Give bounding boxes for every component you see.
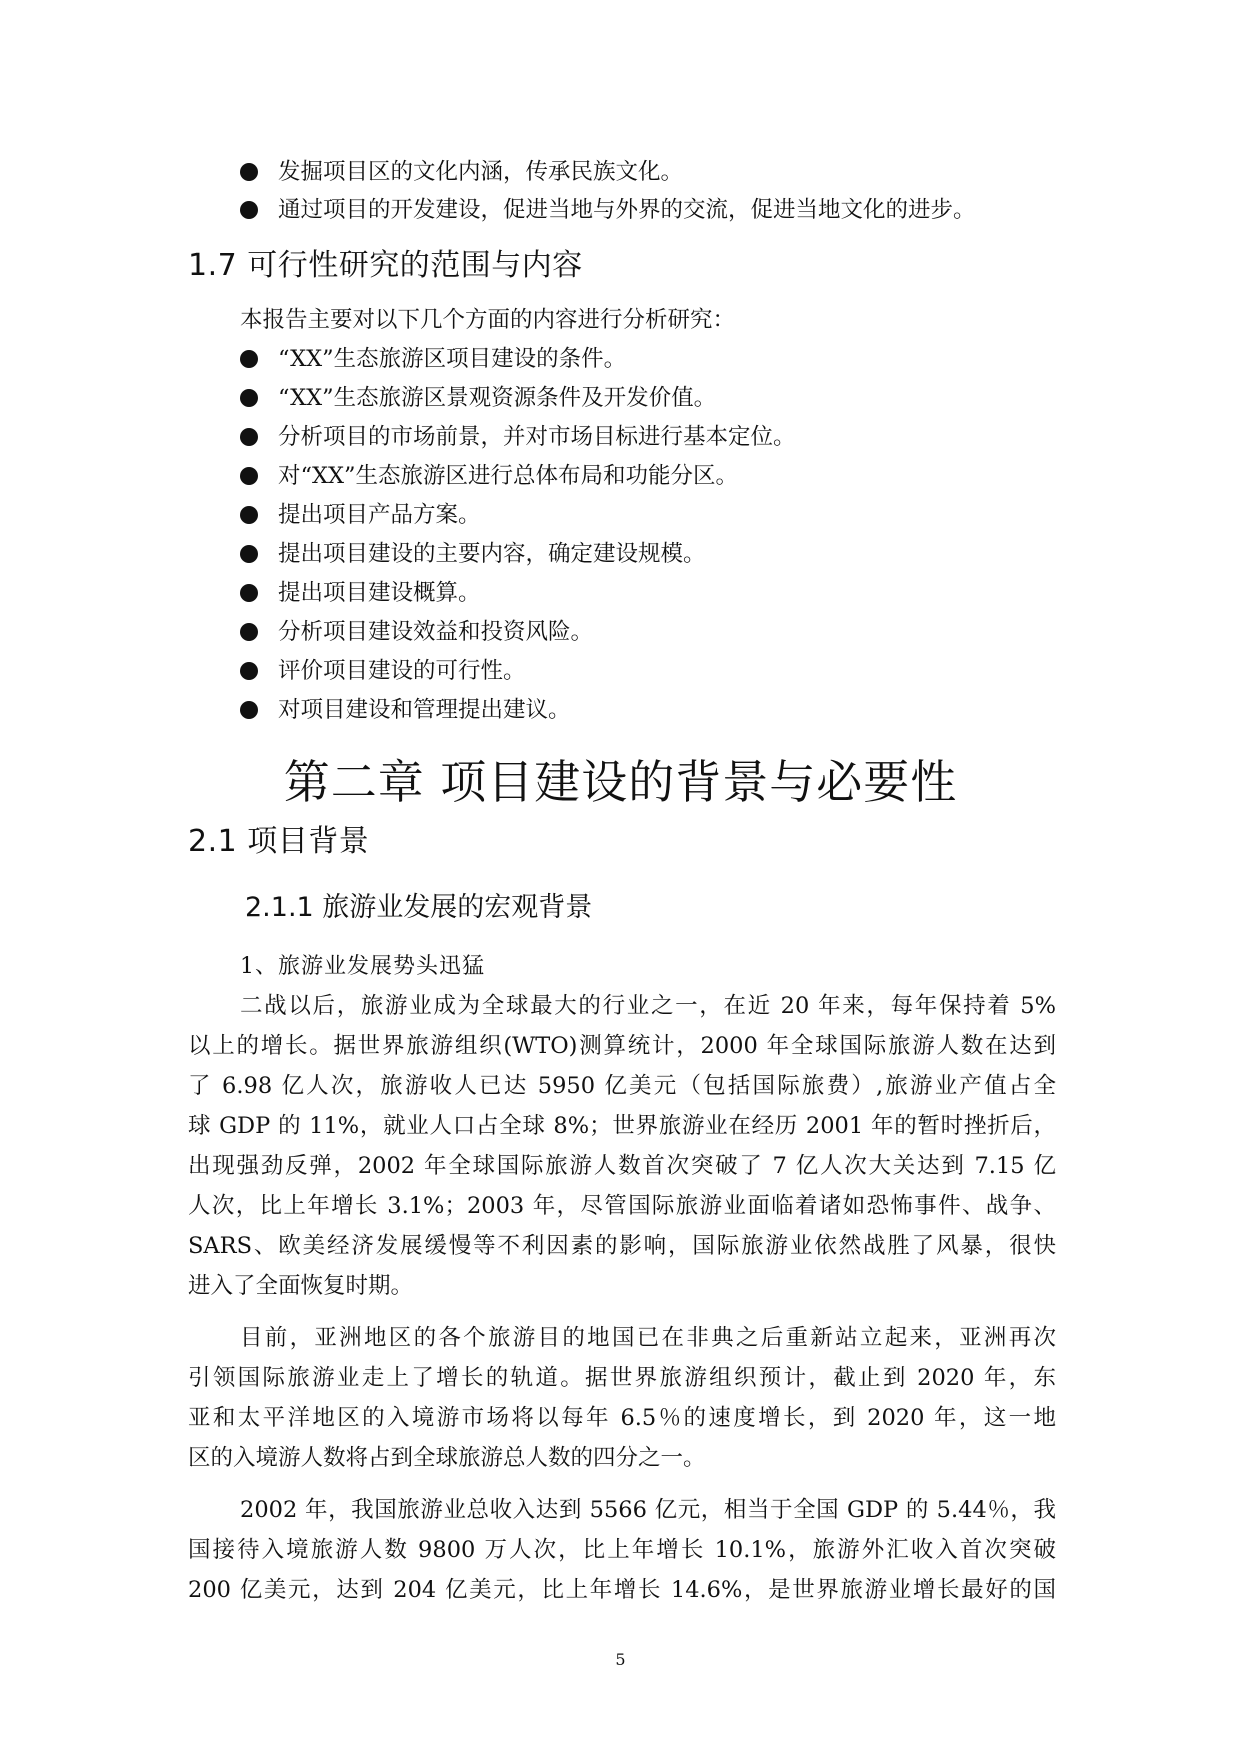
paragraph-line: 引领国际旅游业走上了增长的轨道。据世界旅游组织预计，截止到 2020 年，东 — [188, 1365, 1056, 1391]
bullet-icon — [240, 545, 258, 563]
list-item-text: 提出项目建设的主要内容，确定建设规模。 — [278, 541, 706, 567]
bullet-icon — [240, 163, 258, 181]
list-item-text: 通过项目的开发建设，促进当地与外界的交流，促进当地文化的进步。 — [278, 197, 976, 223]
page-number: 5 — [615, 1650, 626, 1669]
list-item — [240, 456, 1090, 496]
paragraph-line: 区的入境游人数将占到全球旅游总人数的四分之一。 — [188, 1445, 706, 1471]
paragraph-line: 进入了全面恢复时期。 — [188, 1273, 414, 1299]
list-item — [240, 690, 1090, 730]
paragraph-line: 目前，亚洲地区的各个旅游目的地国已在非典之后重新站立起来，亚洲再次 — [240, 1325, 1056, 1351]
bullet-icon — [240, 662, 258, 680]
list-item — [240, 339, 1090, 379]
bullet-icon — [240, 467, 258, 485]
list-item — [240, 378, 1090, 418]
bullet-icon — [240, 201, 258, 219]
list-item — [240, 573, 1090, 613]
section-intro: 本报告主要对以下几个方面的内容进行分析研究： — [240, 307, 736, 333]
list-item — [240, 495, 1090, 535]
list-item-text: 提出项目产品方案。 — [278, 502, 481, 528]
list-item-text: 对项目建设和管理提出建议。 — [278, 697, 571, 723]
list-item-text: 发掘项目区的文化内涵，传承民族文化。 — [278, 159, 684, 185]
list-item-text: 分析项目的市场前景，并对市场目标进行基本定位。 — [278, 424, 796, 450]
paragraph-line: 2002 年，我国旅游业总收入达到 5566 亿元，相当于全国 GDP 的 5.44％，我 — [240, 1497, 1056, 1523]
paragraph-line: 球 GDP 的 11%，就业人口占全球 8%；世界旅游业在经历 2001 年的暂时挫折后， — [188, 1113, 1056, 1139]
paragraph-line: 了 6.98 亿人次，旅游收人已达 5950 亿美元（包括国际旅费）,旅游业产值占全 — [188, 1073, 1056, 1099]
list-item — [240, 152, 1090, 192]
bullet-icon — [240, 701, 258, 719]
list-item-text: 对“XX”生态旅游区进行总体布局和功能分区。 — [278, 463, 739, 489]
paragraph-line: SARS、欧美经济发展缓慢等不利因素的影响，国际旅游业依然战胜了风暴，很快 — [188, 1233, 1056, 1259]
numbered-item: 1、旅游业发展势头迅猛 — [240, 954, 485, 979]
list-item-text: “XX”生态旅游区景观资源条件及开发价值。 — [278, 385, 717, 411]
bullet-icon — [240, 506, 258, 524]
bullet-icon — [240, 350, 258, 368]
list-item-text: 分析项目建设效益和投资风险。 — [278, 619, 594, 645]
bullet-icon — [240, 623, 258, 641]
list-item — [240, 651, 1090, 691]
section-heading: 2.1 项目背景 — [188, 824, 370, 859]
list-item — [240, 534, 1090, 574]
bullet-icon — [240, 428, 258, 446]
section-heading: 1.7 可行性研究的范围与内容 — [188, 248, 583, 283]
list-item — [240, 417, 1090, 457]
list-item — [240, 190, 1090, 230]
paragraph-line: 国接待入境旅游人数 9800 万人次，比上年增长 10.1%，旅游外汇收入首次突破 — [188, 1537, 1056, 1563]
paragraph-line: 200 亿美元，达到 204 亿美元，比上年增长 14.6%，是世界旅游业增长最好的国 — [188, 1577, 1056, 1603]
list-item — [240, 612, 1090, 652]
paragraph-line: 人次，比上年增长 3.1%；2003 年，尽管国际旅游业面临着诸如恐怖事件、战争、 — [188, 1193, 1056, 1219]
chapter-title: 第二章 项目建设的背景与必要性 — [283, 755, 958, 809]
paragraph-line: 以上的增长。据世界旅游组织(WTO)测算统计，2000 年全球国际旅游人数在达到 — [188, 1033, 1056, 1059]
paragraph-line: 出现强劲反弹，2002 年全球国际旅游人数首次突破了 7 亿人次大关达到 7.15 亿 — [188, 1153, 1056, 1179]
paragraph-line: 二战以后，旅游业成为全球最大的行业之一，在近 20 年来，每年保持着 5% — [240, 993, 1056, 1019]
list-item-text: 评价项目建设的可行性。 — [278, 658, 526, 684]
list-item-text: “XX”生态旅游区项目建设的条件。 — [278, 346, 627, 372]
list-item-text: 提出项目建设概算。 — [278, 580, 481, 606]
bullet-icon — [240, 389, 258, 407]
bullet-icon — [240, 584, 258, 602]
subsection-heading: 2.1.1 旅游业发展的宏观背景 — [245, 892, 593, 923]
paragraph-line: 亚和太平洋地区的入境游市场将以每年 6.5％的速度增长，到 2020 年，这一地 — [188, 1405, 1056, 1431]
